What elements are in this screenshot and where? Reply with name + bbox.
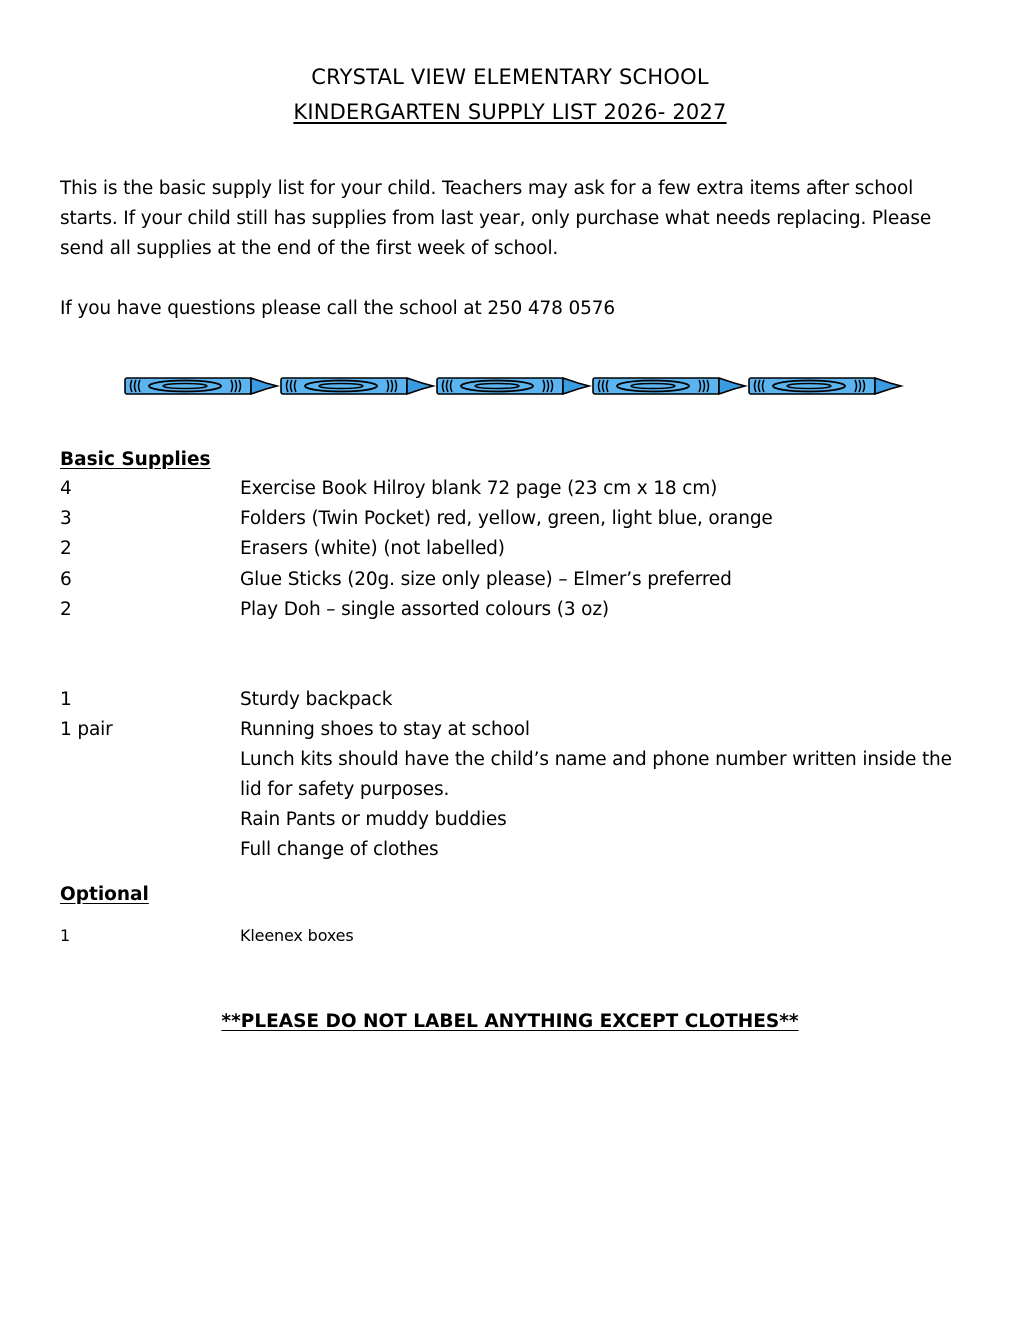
item-description: Kleenex boxes (240, 926, 354, 945)
item-quantity: 1 (60, 689, 72, 710)
item-quantity: 1 pair (60, 719, 113, 740)
item-description: lid for safety purposes. (240, 779, 450, 800)
intro-paragraph: This is the basic supply list for your child. Teachers may ask for a few extra items after school starts. If your child still has supplies from last year, only purchase what needs replacing. Please send all supplies at the end of the first week of school. (60, 178, 932, 259)
crayon-icon (281, 378, 433, 394)
optional-heading: Optional (60, 884, 149, 905)
contact-line: If you have questions please call the school at 250 478 0576 (60, 298, 615, 319)
item-quantity: 2 (60, 538, 72, 559)
item-description: Exercise Book Hilroy blank 72 page (23 cm x 18 cm) (240, 478, 718, 499)
school-name: CRYSTAL VIEW ELEMENTARY SCHOOL (311, 65, 709, 89)
item-description: Rain Pants or muddy buddies (240, 809, 507, 830)
item-description: Lunch kits should have the child’s name and phone number written inside the (240, 749, 952, 770)
crayon-icon (437, 378, 589, 394)
item-description: Glue Sticks (20g. size only please) – Elmer’s preferred (240, 569, 732, 590)
list-title: KINDERGARTEN SUPPLY LIST 2026- 2027 (293, 100, 727, 124)
item-quantity: 4 (60, 478, 72, 499)
basic-supplies-heading: Basic Supplies (60, 449, 211, 470)
crayon-icon (593, 378, 745, 394)
item-description: Folders (Twin Pocket) red, yellow, green, light blue, orange (240, 508, 773, 529)
item-description: Sturdy backpack (240, 689, 393, 710)
item-description: Running shoes to stay at school (240, 719, 530, 740)
item-quantity: 6 (60, 569, 72, 590)
labeling-notice: **PLEASE DO NOT LABEL ANYTHING EXCEPT CLOTHES** (221, 1011, 799, 1032)
item-quantity: 2 (60, 599, 72, 620)
crayon-icon (749, 378, 901, 394)
crayon-divider (124, 374, 904, 398)
item-description: Erasers (white) (not labelled) (240, 538, 505, 559)
item-quantity: 1 (60, 926, 71, 945)
item-quantity: 3 (60, 508, 72, 529)
crayon-icon (125, 378, 277, 394)
item-description: Full change of clothes (240, 839, 439, 860)
item-description: Play Doh – single assorted colours (3 oz) (240, 599, 609, 620)
